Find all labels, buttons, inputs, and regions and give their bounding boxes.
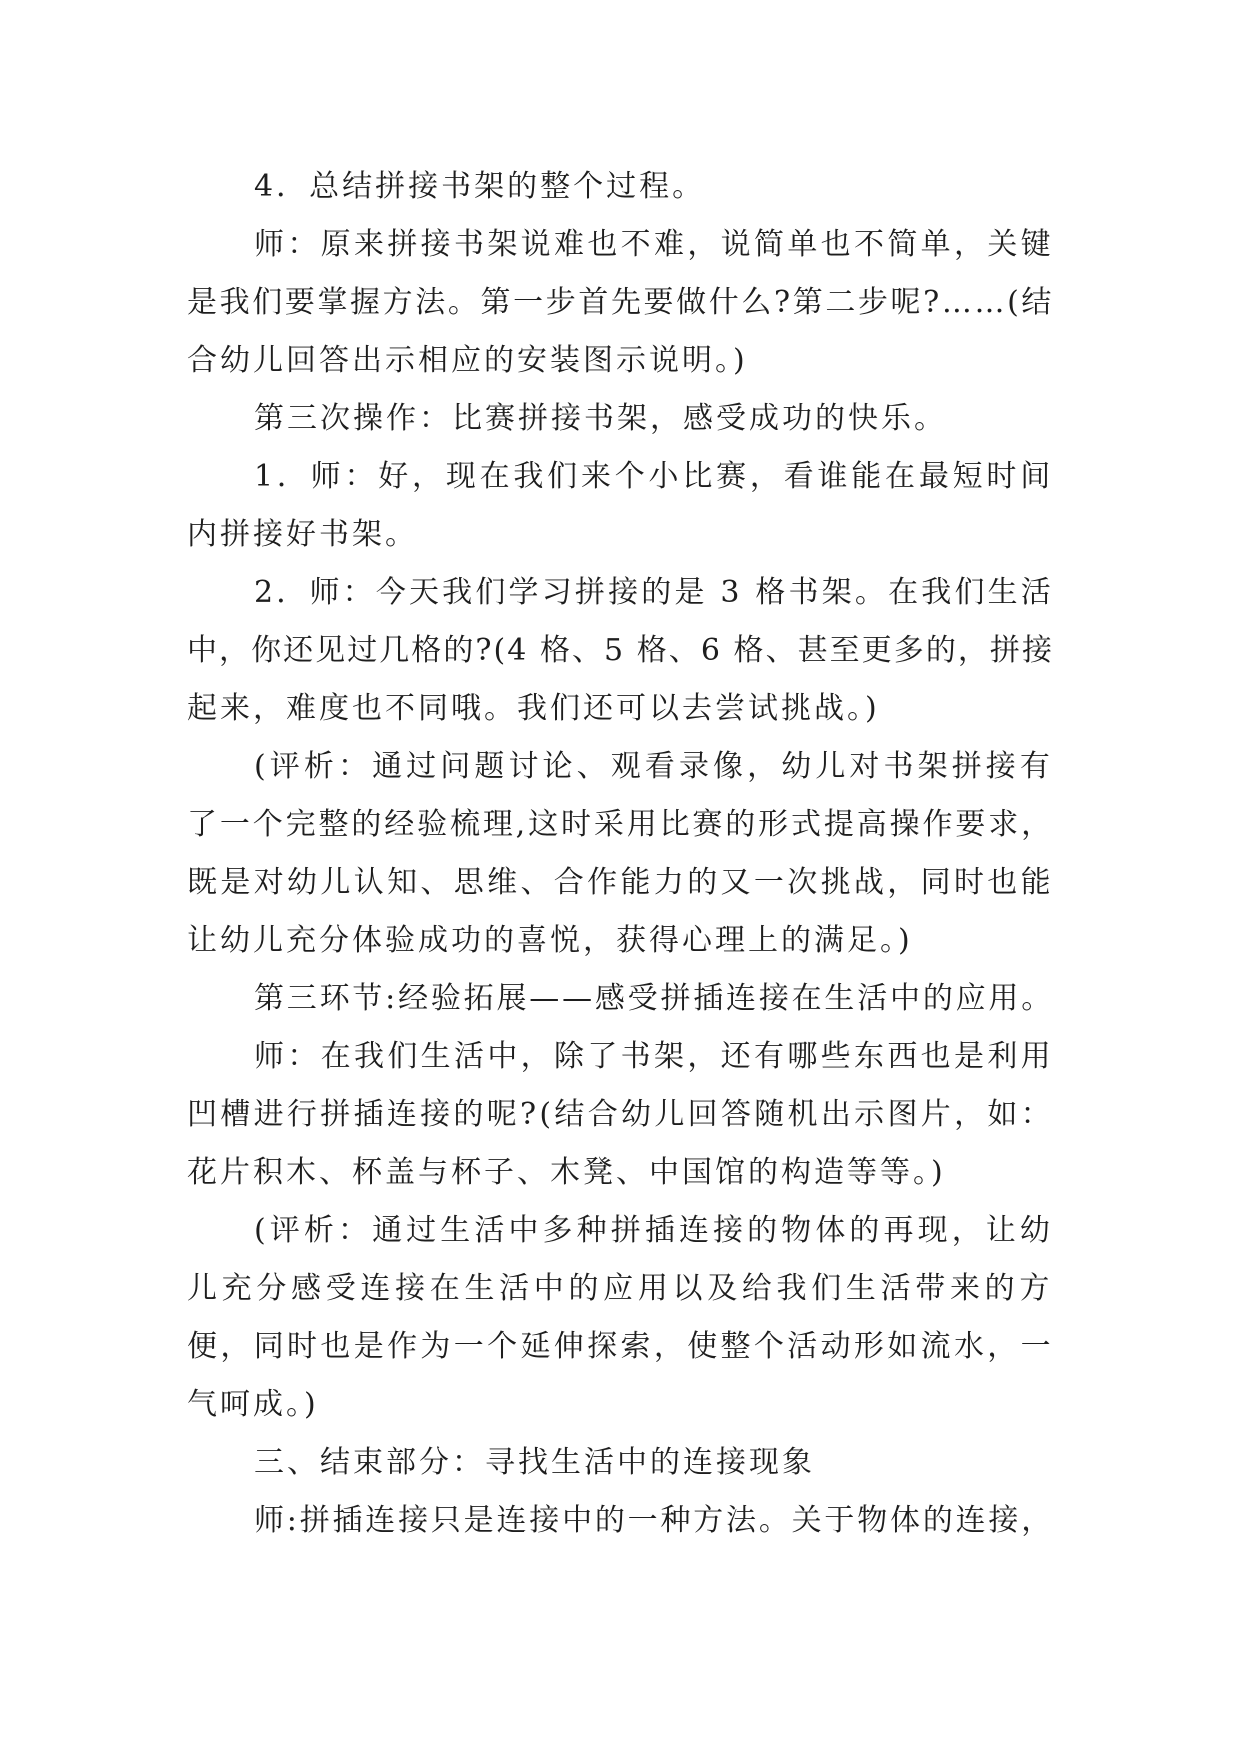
text-line-content: 是我们要掌握方法。第一步首先要做什么?第二步呢?……(结: [187, 285, 1054, 320]
paragraph: [187, 1202, 1054, 1434]
text-line: [187, 970, 1054, 1028]
paragraph: [187, 216, 1054, 390]
paragraph: [187, 390, 1054, 448]
text-line-content: 起来，难度也不同哦。我们还可以去尝试挑战。): [187, 691, 880, 726]
text-line: [187, 158, 1054, 216]
text-line-content: 第三环节:经验拓展——感受拼插连接在生活中的应用。: [254, 981, 1054, 1016]
text-line-content: 师：原来拼接书架说难也不难，说简单也不简单，关键: [254, 227, 1054, 262]
text-line-content: 凹槽进行拼插连接的呢?(结合幼儿回答随机出示图片，如：: [187, 1097, 1054, 1132]
text-line-content: 4．总结拼接书架的整个过程。: [254, 169, 706, 204]
text-line-content: 内拼接好书架。: [187, 517, 418, 552]
text-line-content: 中，你还见过几格的?(4 格、5 格、6 格、甚至更多的，拼接: [187, 633, 1054, 668]
text-line: [187, 1376, 1054, 1434]
text-line: [187, 680, 1054, 738]
text-line: [187, 1202, 1054, 1260]
text-line-content: 便，同时也是作为一个延伸探索，使整个活动形如流水，一: [187, 1329, 1054, 1364]
text-line: [187, 1260, 1054, 1318]
document-body: [187, 158, 1054, 1550]
text-line-content: 合幼儿回答出示相应的安装图示说明。): [187, 343, 748, 378]
text-line: [187, 622, 1054, 680]
text-line-content: 师：在我们生活中，除了书架，还有哪些东西也是利用: [254, 1039, 1054, 1074]
text-line: [187, 1492, 1054, 1550]
text-line: [187, 1434, 1054, 1492]
text-line-content: 1．师：好，现在我们来个小比赛，看谁能在最短时间: [254, 459, 1054, 494]
text-line: [187, 448, 1054, 506]
paragraph: [187, 970, 1054, 1028]
text-line-content: (评析：通过问题讨论、观看录像，幼儿对书架拼接有: [254, 749, 1054, 784]
text-line: [187, 506, 1054, 564]
text-line: [187, 332, 1054, 390]
paragraph: [187, 448, 1054, 564]
text-line-content: 儿充分感受连接在生活中的应用以及给我们生活带来的方: [187, 1271, 1054, 1306]
paragraph: [187, 564, 1054, 738]
text-line: [187, 390, 1054, 448]
text-line: [187, 216, 1054, 274]
text-line: [187, 274, 1054, 332]
text-line-content: 第三次操作：比赛拼接书架，感受成功的快乐。: [254, 401, 947, 436]
paragraph: [187, 1434, 1054, 1492]
text-line-content: 让幼儿充分体验成功的喜悦，获得心理上的满足。): [187, 923, 913, 958]
paragraph: [187, 738, 1054, 970]
text-line-content: 气呵成。): [187, 1387, 319, 1422]
text-line: [187, 738, 1054, 796]
text-line-content: 师:拼插连接只是连接中的一种方法。关于物体的连接，: [254, 1503, 1054, 1538]
text-line: [187, 1144, 1054, 1202]
text-line: [187, 1028, 1054, 1086]
text-line-content: 了一个完整的经验梳理,这时采用比赛的形式提高操作要求，: [187, 807, 1054, 842]
text-line-content: 三、结束部分：寻找生活中的连接现象: [254, 1445, 815, 1480]
paragraph: [187, 1492, 1054, 1550]
text-line: [187, 564, 1054, 622]
text-line-content: 2．师：今天我们学习拼接的是 3 格书架。在我们生活: [254, 575, 1054, 610]
paragraph: [187, 1028, 1054, 1202]
text-line: [187, 796, 1054, 854]
text-line: [187, 854, 1054, 912]
text-line-content: 花片积木、杯盖与杯子、木凳、中国馆的构造等等。): [187, 1155, 946, 1190]
paragraph: [187, 158, 1054, 216]
text-line: [187, 1318, 1054, 1376]
text-line-content: 既是对幼儿认知、思维、合作能力的又一次挑战，同时也能: [187, 865, 1054, 900]
text-line-content: (评析：通过生活中多种拼插连接的物体的再现，让幼: [254, 1213, 1054, 1248]
text-line: [187, 1086, 1054, 1144]
text-line: [187, 912, 1054, 970]
